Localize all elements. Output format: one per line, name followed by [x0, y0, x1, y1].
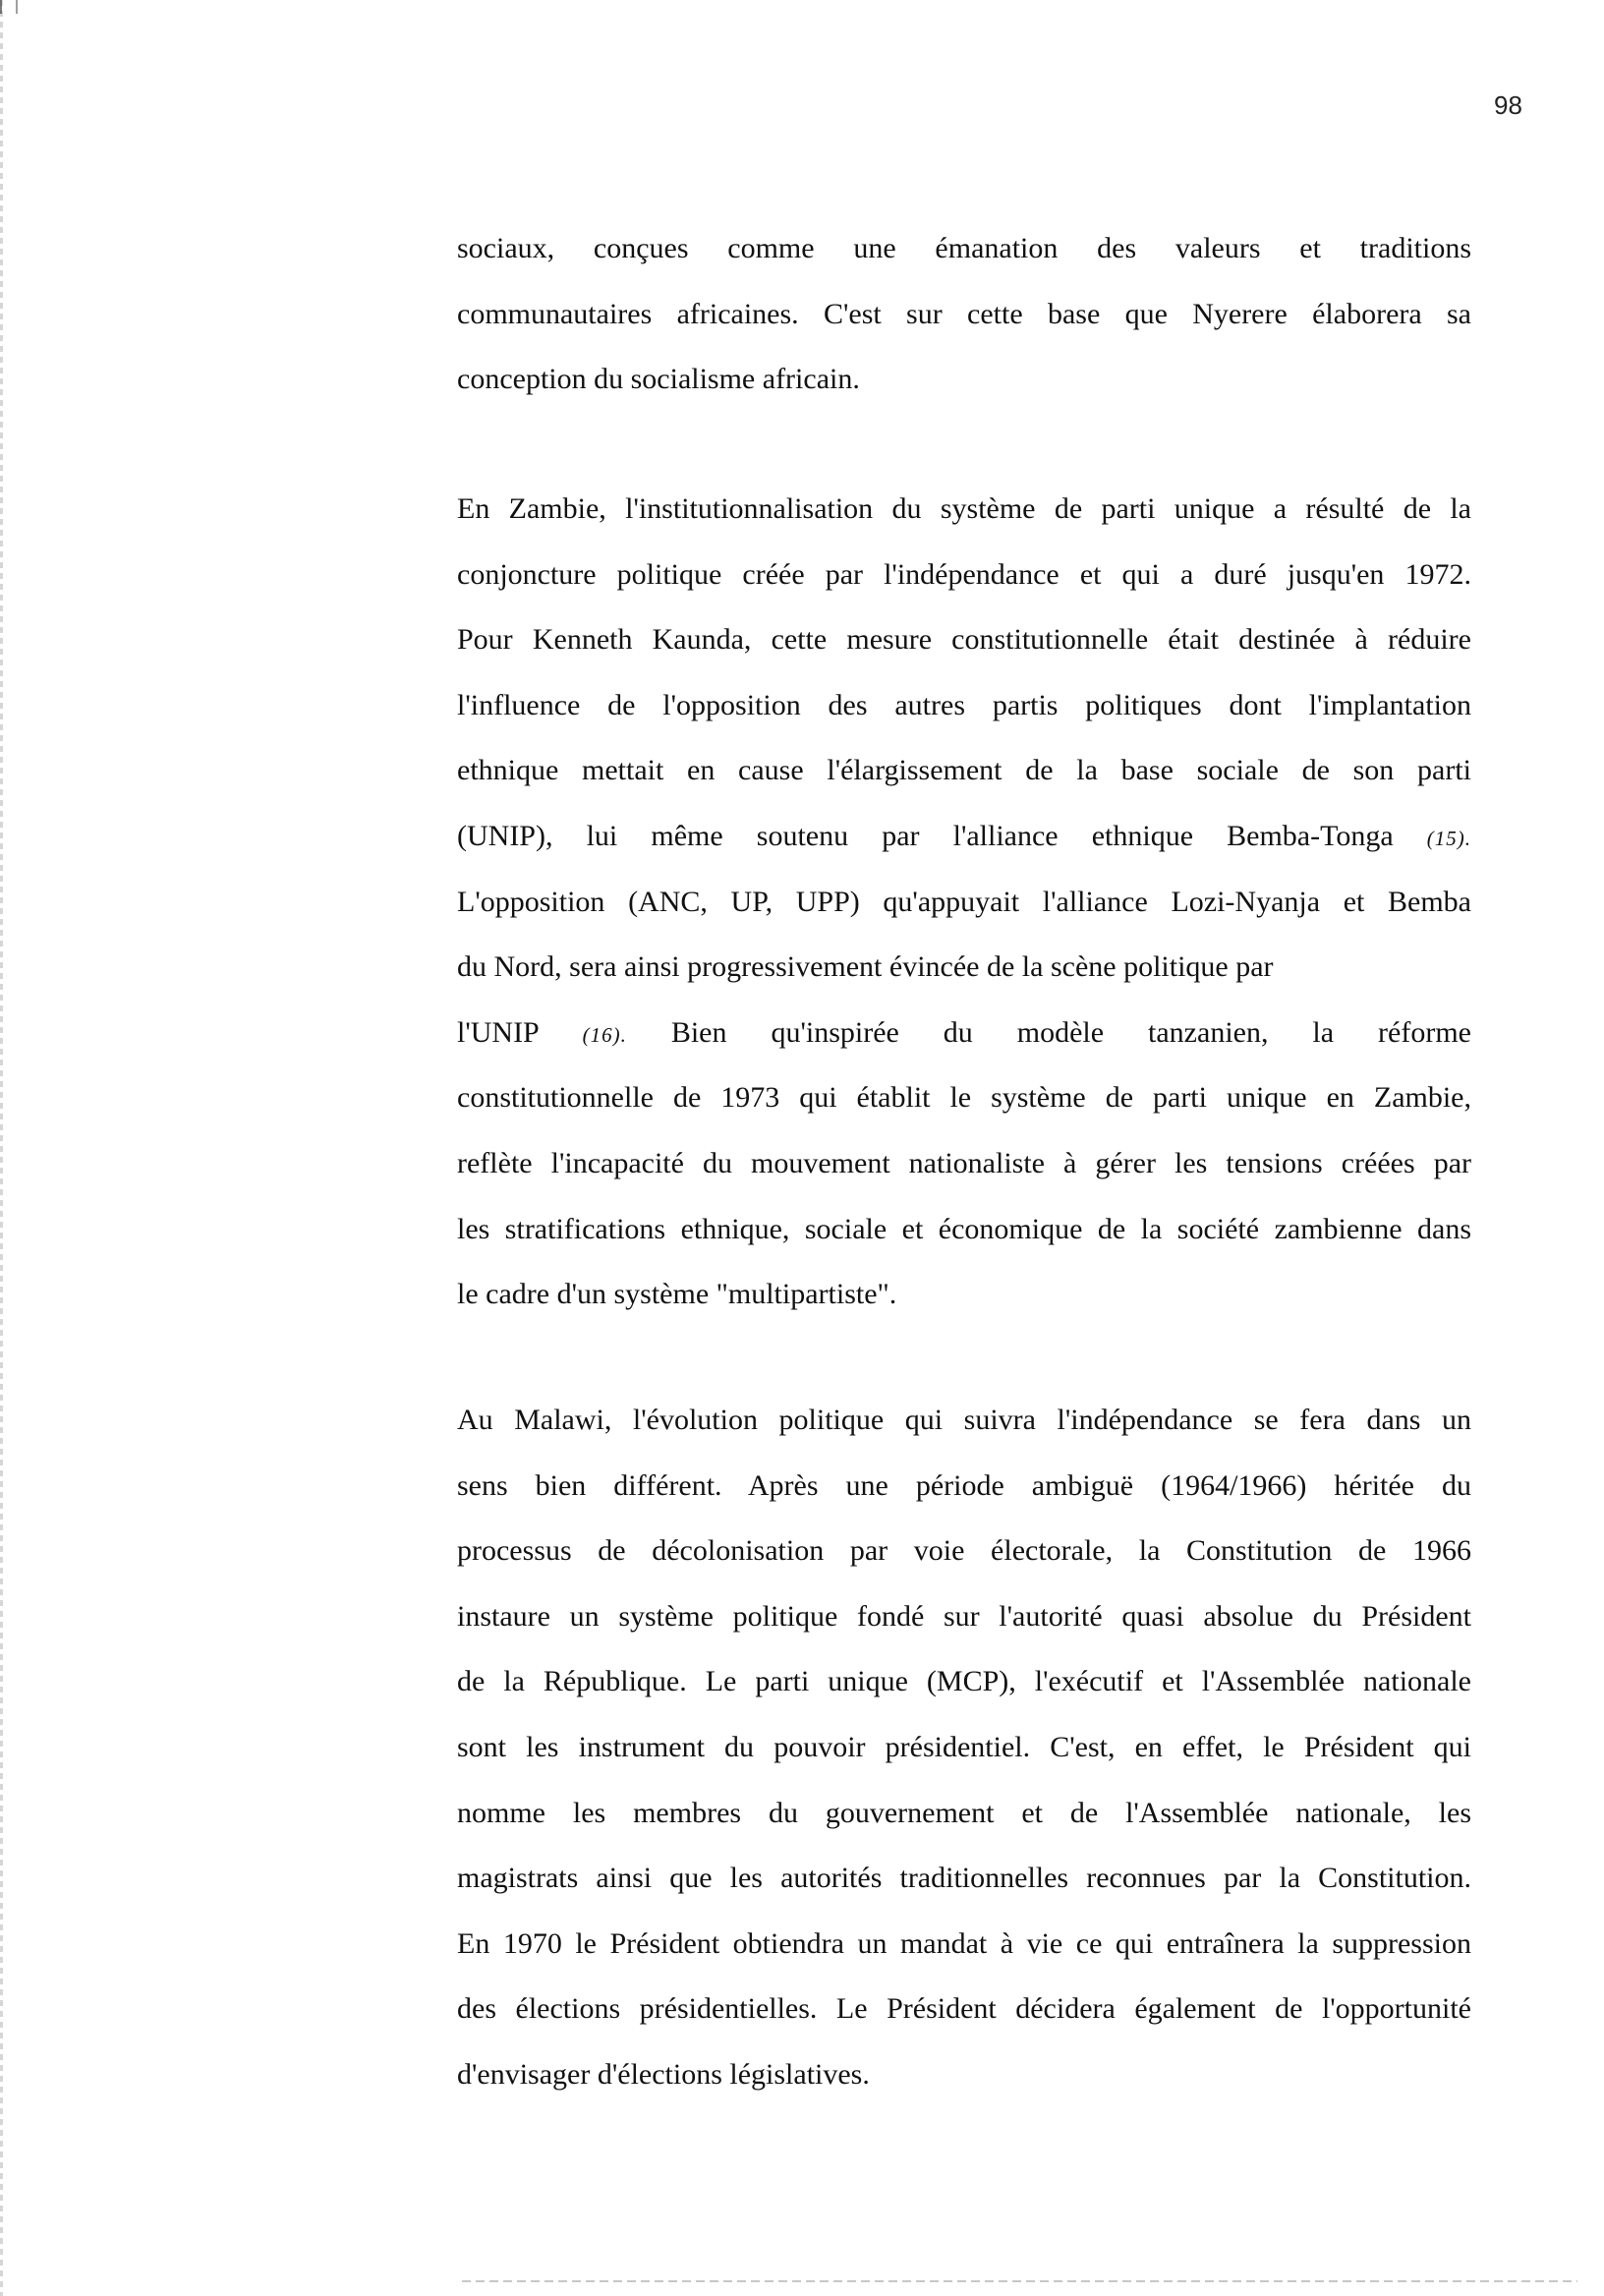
text-line: communautaires africaines. C'est sur cette base que Nyerere élaborera sa: [457, 297, 1471, 330]
scan-corner-mark: [0, 0, 18, 14]
paragraph-3: [457, 1388, 1471, 2108]
text-line: magistrats ainsi que les autorités traditionnelles reconnues par la Constitution.: [457, 1862, 1471, 1895]
page-number: 98: [1494, 90, 1522, 120]
text-line: conjoncture politique créée par l'indépendance et qui a duré jusqu'en 1972.: [457, 557, 1471, 591]
text-line-with-note: [457, 1001, 1471, 1066]
scan-bottom-artifact: [462, 2280, 1577, 2282]
text-segment: Bien qu'inspirée du modèle tanzanien, la réforme: [670, 1015, 1471, 1049]
text-line: reflète l'incapacité du mouvement nationaliste à gérer les tensions créées par: [457, 1146, 1471, 1179]
text-line: les stratifications ethnique, sociale et économique de la société zambienne dans: [457, 1212, 1471, 1245]
text-line: instaure un système politique fondé sur l'autorité quasi absolue du Président: [457, 1599, 1471, 1633]
text-line: du Nord, sera ainsi progressivement évincée de la scène politique par: [457, 950, 1274, 984]
footnote-ref-16: (16).: [582, 1022, 627, 1047]
text-line: conception du socialisme africain.: [457, 363, 860, 396]
text-segment: (UNIP), lui même soutenu par l'alliance ethnique Bemba-Tonga: [457, 819, 1394, 852]
text-line: sens bien différent. Après une période ambiguë (1964/1966) héritée du: [457, 1468, 1471, 1502]
text-line: de la République. Le parti unique (MCP), l'exécutif et l'Assemblée nationale: [457, 1665, 1471, 1698]
text-line: ethnique mettait en cause l'élargissement de la base sociale de son parti: [457, 754, 1471, 787]
text-line: processus de décolonisation par voie électorale, la Constitution de 1966: [457, 1534, 1471, 1568]
footnote-ref-15: (15).: [1426, 826, 1472, 850]
paragraph-2: [457, 477, 1471, 1328]
text-line-with-note: [457, 804, 1471, 870]
text-line: Au Malawi, l'évolution politique qui suivra l'indépendance se fera dans un: [457, 1404, 1471, 1436]
text-line: des élections présidentielles. Le Président décidera également de l'opportunité: [457, 1992, 1471, 2026]
text-line: sociaux, conçues comme une émanation des valeurs et traditions: [457, 232, 1471, 264]
scan-edge-artifact: [0, 0, 3, 2296]
text-line: sont les instrument du pouvoir présidentiel. C'est, en effet, le Président qui: [457, 1730, 1471, 1763]
text-line: constitutionnelle de 1973 qui établit le système de parti unique en Zambie,: [457, 1081, 1471, 1115]
text-line: nomme les membres du gouvernement et de l'Assemblée nationale, les: [457, 1796, 1471, 1829]
text-segment: l'UNIP: [457, 1015, 539, 1049]
text-line: d'envisager d'élections législatives.: [457, 2057, 870, 2091]
text-line: En Zambie, l'institutionnalisation du système de parti unique a résulté de la: [457, 492, 1471, 525]
paragraph-1: [457, 216, 1471, 413]
text-line: l'influence de l'opposition des autres partis politiques dont l'implantation: [457, 688, 1471, 721]
text-line: L'opposition (ANC, UP, UPP) qu'appuyait l'alliance Lozi-Nyanja et Bemba: [457, 885, 1471, 918]
text-line: le cadre d'un système "multipartiste".: [457, 1278, 897, 1311]
text-line: Pour Kenneth Kaunda, cette mesure constitutionnelle était destinée à réduire: [457, 623, 1471, 657]
text-line: En 1970 le Président obtiendra un mandat à vie ce qui entraînera la suppression: [457, 1926, 1471, 1960]
